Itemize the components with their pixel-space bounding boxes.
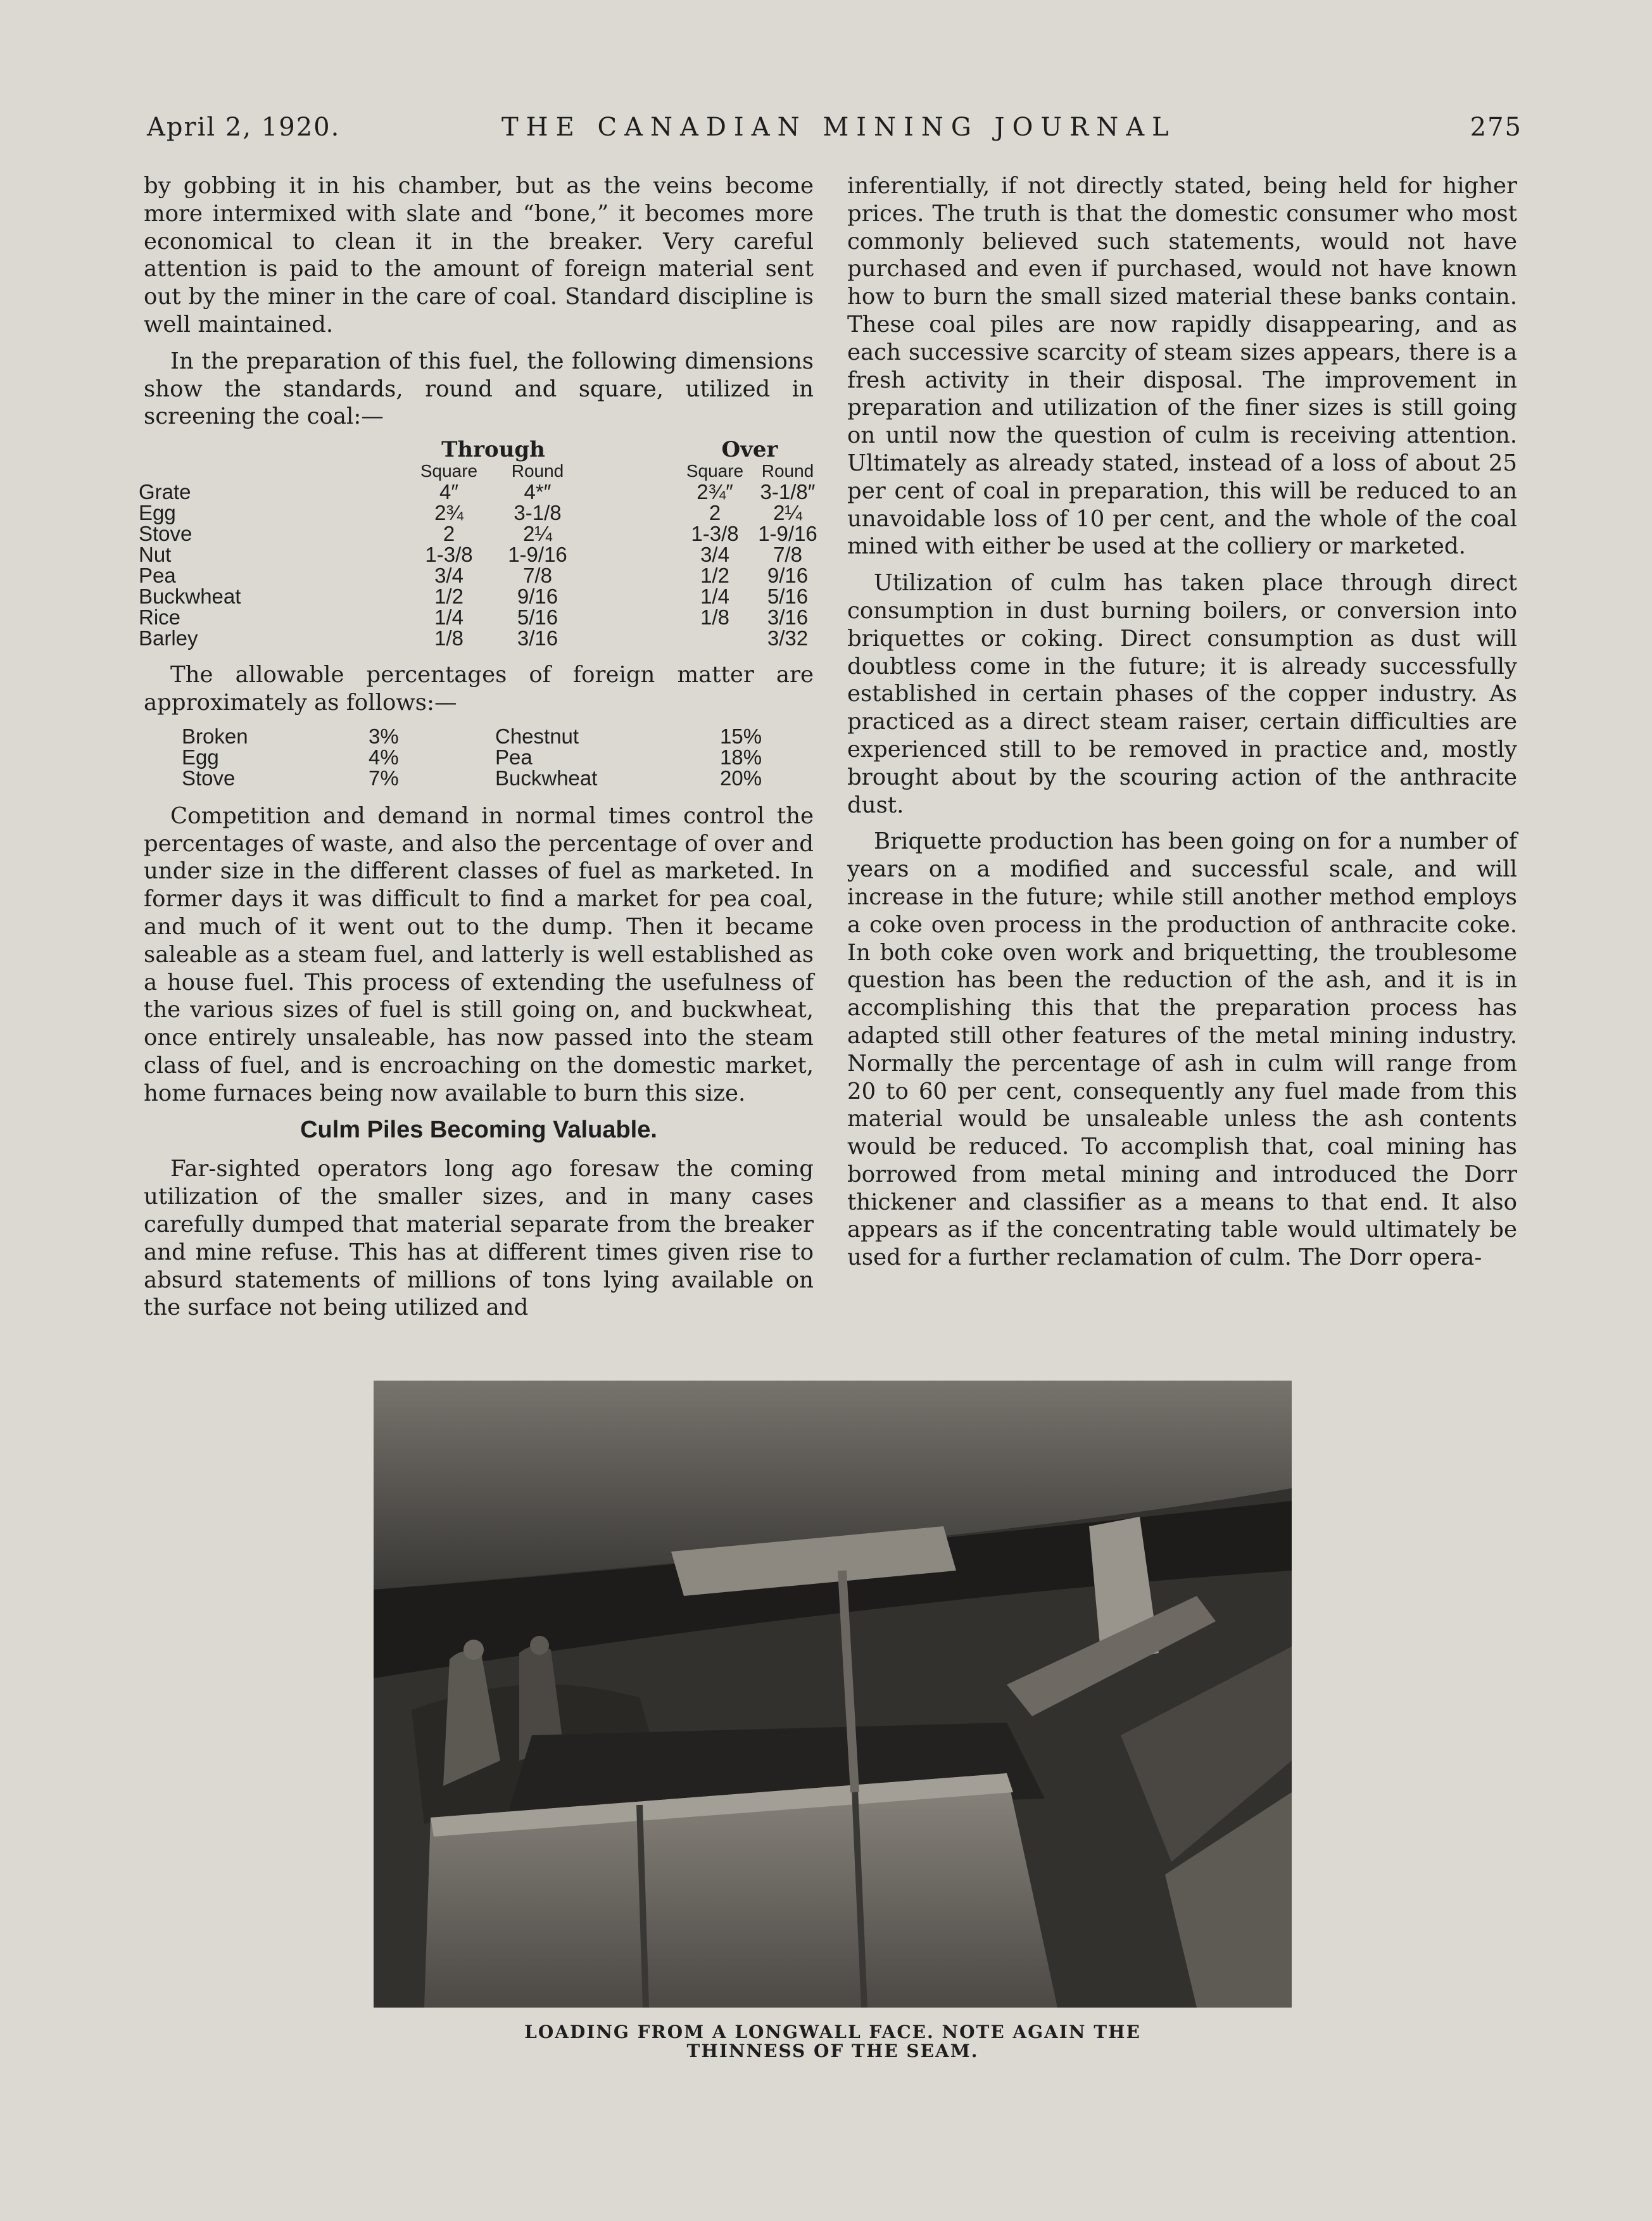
size-name: Buckwheat (139, 585, 241, 609)
paragraph: Utilization of culm has taken place through direct consumption in dust burning boilers, or conversion into briquettes or coking. Direct consumption as dust will doubtless come in the future; it is already successfully established in certain phases of the copper industry. As practiced as a direct steam raiser, certain difficulties are experienced still to be removed in practice and, mostly brought about by the scouring action of the anthracite dust. (847, 570, 1517, 818)
percentage: 15% (720, 724, 762, 748)
paragraph: inferentially, if not directly stated, being held for higher prices. The truth is that the domestic consumer who most commonly believed such statements, would not have purchased and even if purchased, would not have known how to burn the small sized material these banks contain. These coal piles are now rapidly disappearing, and as each successive scarcity of steam sizes appears, there is a fresh activity in their disposal. The improvement in preparation and utilization of the finer sizes is still going on until now the question of culm is receiving attention. Ultimately as already stated, instead of a loss of about 25 per cent of coal in preparation, this will be reduced to an unavoidable loss of 10 per cent, and the whole of the coal mined with either be used at the colliery or marketed. (847, 173, 1517, 560)
size-name: Egg (182, 745, 219, 769)
through-square: 2 (443, 522, 455, 546)
through-square: 2¾ (434, 501, 463, 525)
over-round: 1-9/16 (758, 522, 817, 546)
paragraph: by gobbing it in his chamber, but as the veins become more intermixed with slate and “bone,” it becomes more economical to clean it in the breaker. Very careful attention is paid to the amount of foreign material sent out by the miner in the care of coal. Standard discipline is well maintained. (144, 173, 814, 338)
size-name: Stove (182, 766, 236, 790)
table-row (139, 481, 823, 502)
through-round: 3-1/8 (514, 501, 562, 525)
group-header-over: Over (721, 437, 778, 463)
over-square: 3/4 (700, 543, 729, 567)
over-square: 1/4 (700, 585, 729, 609)
page-number: 275 (1470, 113, 1522, 142)
through-round: 9/16 (517, 585, 558, 609)
size-name: Nut (139, 543, 172, 567)
percentage: 7% (369, 766, 399, 790)
table-row (139, 502, 823, 523)
size-name: Barley (139, 626, 198, 650)
table-row (139, 607, 823, 628)
through-round: 1-9/16 (508, 543, 567, 567)
paragraph: In the preparation of this fuel, the following dimensions show the standards, round and square, utilized in screening the coal:— (144, 348, 814, 430)
running-header (147, 113, 1522, 151)
section-heading: Culm Piles Becoming Valuable. (300, 1116, 657, 1143)
over-round: 2¼ (773, 501, 802, 525)
percentage: 20% (720, 766, 762, 790)
foreign-matter-table (182, 726, 783, 788)
paragraph: Competition and demand in normal times control the percentages of waste, and also the percentage of over and under size in the different classes of fuel as marketed. In former days it was difficult to find a market for pea coal, and much of it went out to the dump. Then it became saleable as a steam fuel, and latterly is well established as a house fuel. This process of extending the usefulness of the various sizes of fuel is still going on, and buckwheat, once entirely unsaleable, has now passed into the steam class of fuel, and is encroaching on the domestic market, home furnaces being now available to burn this size. (144, 802, 814, 1106)
through-square: 1-3/8 (425, 543, 473, 567)
size-name: Stove (139, 522, 192, 546)
paragraph: Far-sighted operators long ago foresaw the coming utilization of the smaller sizes, and in many cases carefully dumped that material separate from the breaker and mine refuse. This has at different times given rise to absurd statements of millions of tons lying available on the surface not being utilized and (144, 1156, 814, 1321)
over-round: 5/16 (767, 585, 809, 609)
over-round: 7/8 (773, 543, 802, 567)
through-square: 1/2 (434, 585, 463, 609)
table-row (139, 565, 823, 586)
size-name: Broken (182, 724, 248, 748)
size-name: Rice (139, 605, 181, 630)
caption-line: THINNESS OF THE SEAM. (686, 2041, 979, 2061)
over-round: 3-1/8″ (760, 480, 816, 504)
subheader-round: Round (761, 461, 814, 481)
mine-photograph (374, 1381, 1292, 2008)
size-name: Pea (495, 745, 533, 769)
over-square: 1/2 (700, 564, 729, 588)
subheader-round: Round (511, 461, 564, 481)
right-column (847, 172, 1517, 1281)
photo-illustration (374, 1381, 1292, 2008)
table-row (139, 628, 823, 649)
through-square: 1/4 (434, 605, 463, 630)
issue-date: April 2, 1920. (147, 113, 341, 142)
paragraph: Briquette production has been going on for a number of years on a modified and successful scale, and will increase in the future; while still another method employs a coke oven process in the production of anthracite coke. In both coke oven work and briquetting, the troublesome question has been the reduction of the ash, and it is in accomplishing this that the preparation process has adapted still other features of the metal mining industry. Normally the percentage of ash in culm will range from 20 to 60 per cent, consequently any fuel made from this material would be unsaleable unless the ash contents would be reduced. To accomplish that, coal mining has borrowed from metal mining and introduced the Dorr thickener and classifier as a means to that end. It also appears as if the concentrating table would ultimately be used for a further reclamation of culm. The Dorr opera- (847, 828, 1517, 1271)
size-name: Egg (139, 501, 176, 525)
journal-title: THE CANADIAN MINING JOURNAL (501, 113, 1176, 142)
through-round: 4*″ (524, 480, 552, 504)
over-square: 1-3/8 (691, 522, 739, 546)
size-name: Chestnut (495, 724, 579, 748)
through-round: 5/16 (517, 605, 558, 630)
figure-caption (374, 2023, 1292, 2061)
through-square: 3/4 (434, 564, 463, 588)
through-square: 4″ (439, 480, 459, 504)
over-square: 1/8 (700, 605, 729, 630)
over-square (677, 628, 753, 649)
percentage: 3% (369, 724, 399, 748)
over-square: 2¾″ (697, 480, 733, 504)
table-row (139, 523, 823, 544)
through-round: 2¼ (523, 522, 552, 546)
through-round: 7/8 (523, 564, 552, 588)
percentage: 18% (720, 745, 762, 769)
table-row (139, 586, 823, 607)
group-header-through: Through (441, 437, 545, 463)
over-round: 9/16 (767, 564, 809, 588)
table-row (139, 544, 823, 565)
size-name: Grate (139, 480, 191, 504)
screen-dimensions-table (139, 437, 823, 650)
over-round: 3/32 (767, 626, 809, 650)
over-round: 3/16 (767, 605, 809, 630)
table-row (182, 768, 783, 788)
through-round: 3/16 (517, 626, 558, 650)
table-row (182, 726, 783, 747)
caption-line: LOADING FROM A LONGWALL FACE. NOTE AGAIN THE (524, 2022, 1141, 2042)
percentage: 4% (369, 745, 399, 769)
subheader-square: Square (686, 461, 744, 481)
size-name: Buckwheat (495, 766, 598, 790)
table-row (182, 747, 783, 768)
through-square: 1/8 (434, 626, 463, 650)
over-square: 2 (709, 501, 721, 525)
paragraph: The allowable percentages of foreign matter are approximately as follows:— (144, 662, 814, 716)
subheader-square: Square (420, 461, 478, 481)
left-column (139, 172, 817, 1331)
size-name: Pea (139, 564, 176, 588)
